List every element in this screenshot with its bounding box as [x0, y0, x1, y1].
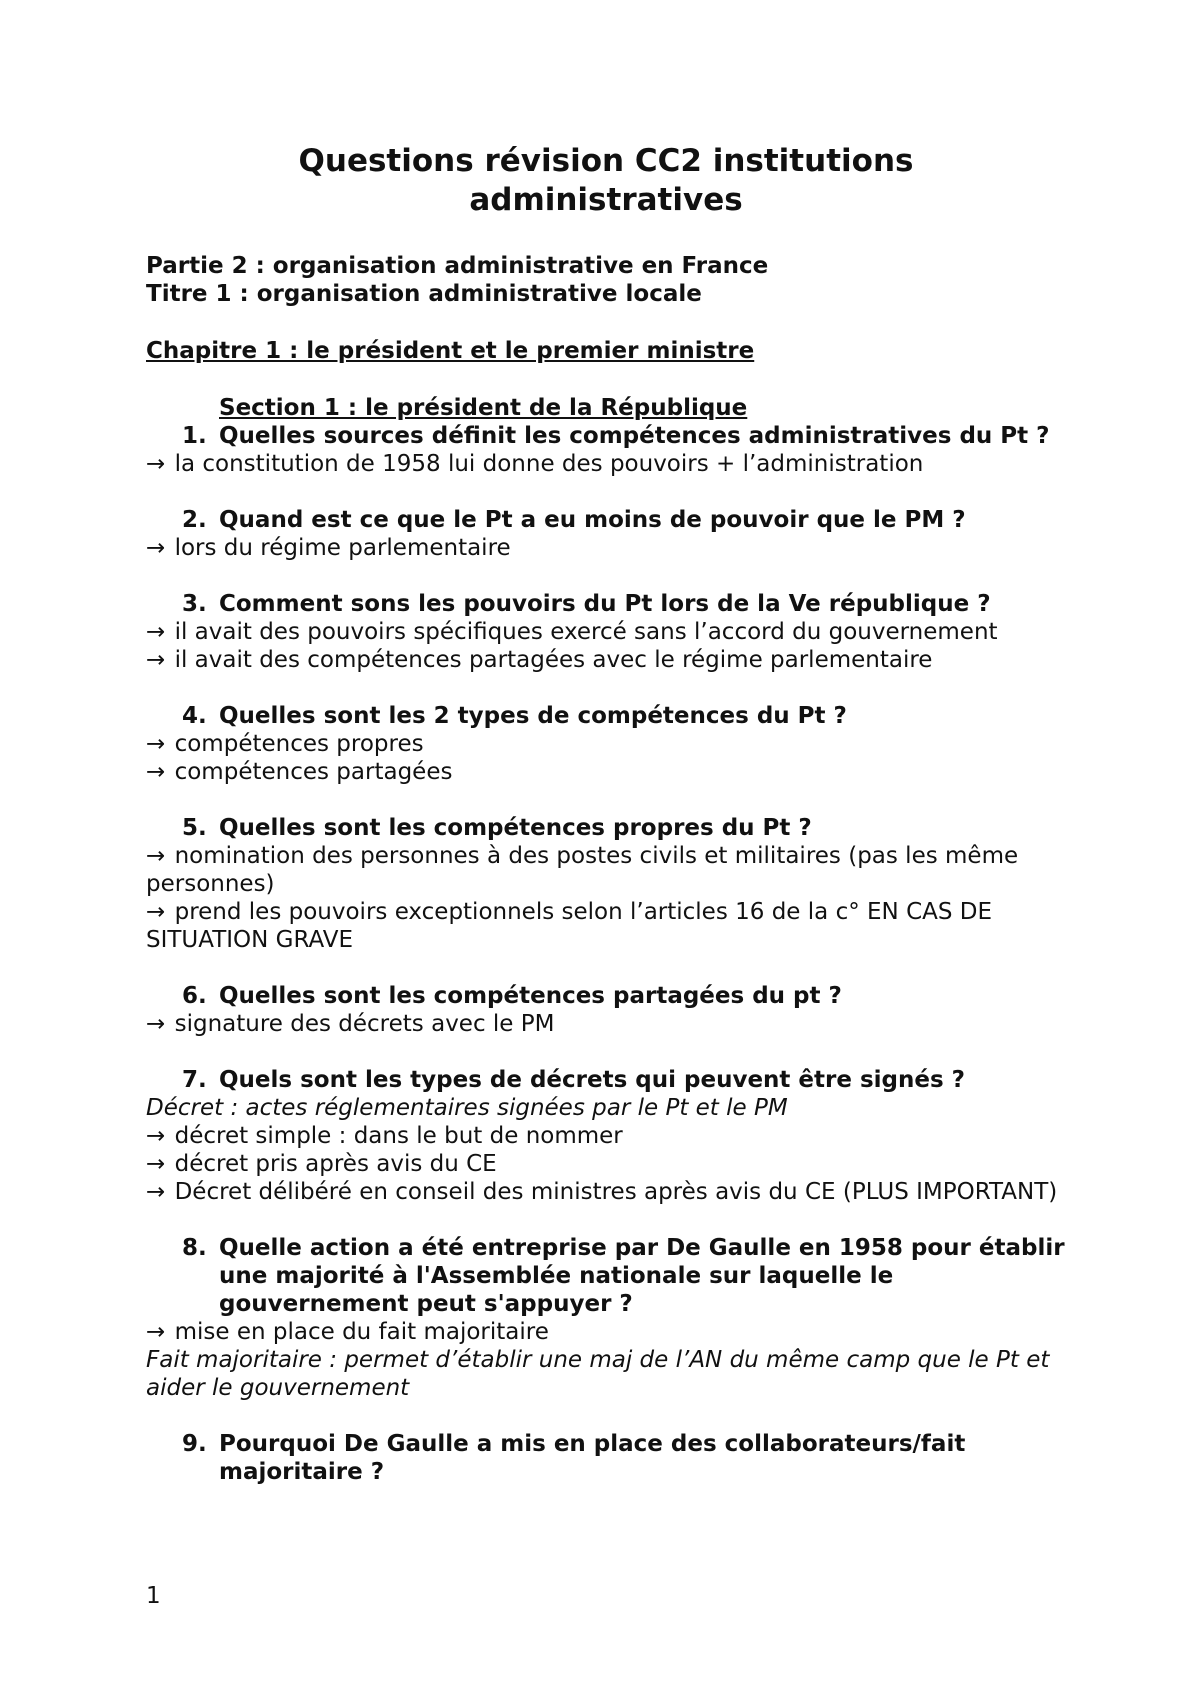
question-2	[146, 506, 1066, 534]
arrow-icon: →	[146, 899, 166, 925]
arrow-icon: →	[146, 451, 166, 477]
definition-text: Décret : actes réglementaires signées par le Pt et le PM	[146, 1095, 788, 1121]
question-number: 3.	[182, 591, 207, 617]
answer-line: → nomination des personnes à des postes civils et militaires (pas les même personnes)	[146, 843, 1019, 897]
question-1	[146, 422, 1066, 450]
question-block-6	[146, 982, 1066, 1038]
question-number: 6.	[182, 983, 207, 1009]
arrow-icon: →	[146, 843, 166, 869]
question-text: Quelles sont les 2 types de compétences du Pt ?	[219, 703, 847, 729]
arrow-icon: →	[146, 1011, 166, 1037]
question-block-4	[146, 702, 1066, 786]
question-text: Quels sont les types de décrets qui peuvent être signés ?	[219, 1067, 966, 1093]
answer-line: → prend les pouvoirs exceptionnels selon l’articles 16 de la c° EN CAS DE SITUATION GRAVE	[146, 899, 993, 953]
arrow-icon: →	[146, 619, 166, 645]
question-number: 7.	[182, 1067, 207, 1093]
answer-line: → mise en place du fait majoritaire	[146, 1319, 549, 1345]
arrow-icon: →	[146, 1319, 166, 1345]
title-line-2: administratives	[469, 182, 743, 218]
question-number: 9.	[182, 1431, 207, 1457]
question-block-5	[146, 814, 1066, 954]
question-8	[146, 1234, 1066, 1318]
arrow-icon: →	[146, 731, 166, 757]
question-text: Quand est ce que le Pt a eu moins de pouvoir que le PM ?	[219, 507, 966, 533]
question-block-9	[146, 1430, 1066, 1486]
question-number: 1.	[182, 423, 207, 449]
answer-line: → signature des décrets avec le PM	[146, 1011, 555, 1037]
answer-line: → il avait des pouvoirs spécifiques exercé sans l’accord du gouvernement	[146, 619, 998, 645]
page-number: 1	[146, 1583, 161, 1609]
question-text: Quelles sont les compétences propres du Pt ?	[219, 815, 812, 841]
question-block-8	[146, 1234, 1066, 1402]
arrow-icon: →	[146, 1179, 166, 1205]
question-block-1	[146, 422, 1066, 478]
answer-line: → la constitution de 1958 lui donne des pouvoirs + l’administration	[146, 451, 924, 477]
answer-line: → compétences propres	[146, 731, 424, 757]
question-text: Pourquoi De Gaulle a mis en place des collaborateurs/fait majoritaire ?	[219, 1431, 966, 1485]
question-number: 8.	[182, 1235, 207, 1261]
question-3	[146, 590, 1066, 618]
question-block-7	[146, 1066, 1066, 1206]
answer-line: → il avait des compétences partagées avec le régime parlementaire	[146, 647, 933, 673]
arrow-icon: →	[146, 647, 166, 673]
question-9	[146, 1430, 1066, 1486]
document-title	[146, 142, 1066, 220]
answer-line: → compétences partagées	[146, 759, 453, 785]
definition-text: Fait majoritaire : permet d’établir une maj de l’AN du même camp que le Pt et aider le gouvernement	[146, 1347, 1050, 1401]
question-7	[146, 1066, 1066, 1094]
question-text: Quelle action a été entreprise par De Gaulle en 1958 pour établir une majorité à l'Assemblée nationale sur laquelle le gouvernement peut s'appuyer ?	[219, 1235, 1065, 1317]
title-line-1: Questions révision CC2 institutions	[298, 143, 914, 179]
question-block-3	[146, 590, 1066, 674]
arrow-icon: →	[146, 759, 166, 785]
arrow-icon: →	[146, 1123, 166, 1149]
question-text: Quelles sont les compétences partagées du pt ?	[219, 983, 842, 1009]
answer-line: → décret pris après avis du CE	[146, 1151, 497, 1177]
question-number: 5.	[182, 815, 207, 841]
question-text: Quelles sources définit les compétences administratives du Pt ?	[219, 423, 1050, 449]
answer-line: → décret simple : dans le but de nommer	[146, 1123, 623, 1149]
arrow-icon: →	[146, 535, 166, 561]
question-number: 2.	[182, 507, 207, 533]
chapter-heading: Chapitre 1 : le président et le premier ministre	[146, 338, 755, 364]
question-block-2	[146, 506, 1066, 562]
page-content	[146, 142, 1066, 1486]
question-6	[146, 982, 1066, 1010]
arrow-icon: →	[146, 1151, 166, 1177]
answer-line: → lors du régime parlementaire	[146, 535, 511, 561]
partie-heading: Partie 2 : organisation administrative en France	[146, 253, 769, 279]
question-number: 4.	[182, 703, 207, 729]
section-heading: Section 1 : le président de la République	[219, 395, 748, 421]
titre-heading: Titre 1 : organisation administrative locale	[146, 281, 702, 307]
question-5	[146, 814, 1066, 842]
question-4	[146, 702, 1066, 730]
question-text: Comment sons les pouvoirs du Pt lors de la Ve république ?	[219, 591, 991, 617]
answer-line: → Décret délibéré en conseil des ministres après avis du CE (PLUS IMPORTANT)	[146, 1179, 1058, 1205]
